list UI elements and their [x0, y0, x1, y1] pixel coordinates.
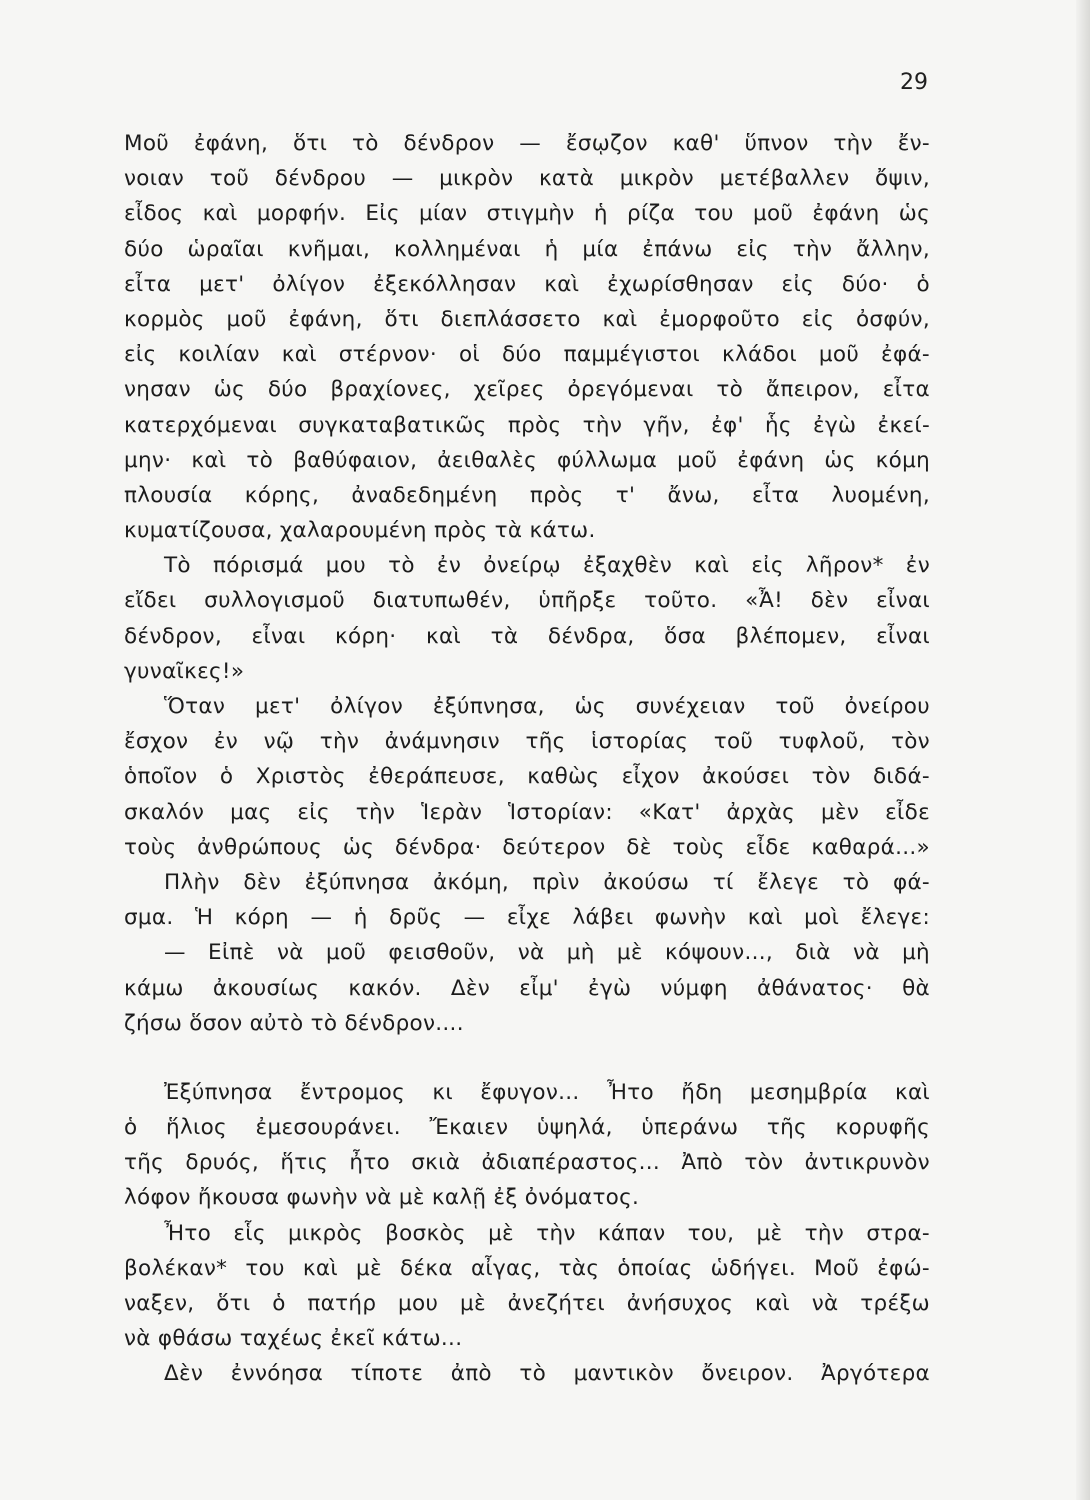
text-line: ὁποῖον ὁ Χριστὸς ἐθεράπευσε, καθὼς εἶχον ἀκούσει τὸν διδά-: [124, 764, 930, 790]
text-line: κατερχόμεναι συγκαταβατικῶς πρὸς τὴν γῆν, ἐφ' ἧς ἐγὼ ἐκεί-: [124, 412, 930, 438]
text-line: ζήσω ὅσον αὐτὸ τὸ δένδρον....: [124, 1010, 464, 1036]
text-line: νὰ φθάσω ταχέως ἐκεῖ κάτω...: [124, 1326, 463, 1352]
text-line: Πλὴν δὲν ἐξύπνησα ἀκόμη, πρὶν ἀκούσω τί ἔλεγε τὸ φά-: [164, 869, 930, 895]
text-line: Ἐξύπνησα ἔντρομος κι ἔφυγον... Ἦτο ἤδη μεσημβρία καὶ: [164, 1079, 930, 1105]
text-line: ναξεν, ὅτι ὁ πατήρ μου μὲ ἀνεζήτει ἀνήσυχος καὶ νὰ τρέξω: [124, 1291, 930, 1316]
text-line: πλουσία κόρης, ἀναδεδημένη πρὸς τ' ἄνω, εἶτα λυομένη,: [124, 482, 930, 508]
text-line: σκαλόν μας εἰς τὴν Ἱερὰν Ἱστορίαν: «Κατ' ἀρχὰς μὲν εἶδε: [124, 799, 930, 825]
text-line: Ὅταν μετ' ὀλίγον ἐξύπνησα, ὡς συνέχειαν τοῦ ὀνείρου: [164, 694, 930, 719]
page-edge-shadow: [1076, 0, 1090, 1500]
text-line: — Εἰπὲ νὰ μοῦ φεισθοῦν, νὰ μὴ μὲ κόψουν..., διὰ νὰ μὴ: [164, 940, 930, 966]
text-line: λόφον ἤκουσα φωνὴν νὰ μὲ καλῇ ἐξ ὀνόματος.: [124, 1185, 640, 1211]
text-line: Ἦτο εἷς μικρὸς βοσκὸς μὲ τὴν κάπαν του, μὲ τὴν στρα-: [164, 1220, 930, 1246]
text-line: ἔσχον ἐν νῷ τὴν ἀνάμνησιν τῆς ἱστορίας τοῦ τυφλοῦ, τὸν: [124, 729, 930, 755]
text-line: γυναῖκες!»: [124, 658, 245, 684]
text-line: δύο ὡραῖαι κνῆμαι, κολλημέναι ἡ μία ἐπάνω εἰς τὴν ἄλλην,: [124, 236, 930, 262]
text-line: κυματίζουσα, χαλαρουμένη πρὸς τὰ κάτω.: [124, 518, 596, 544]
body-text: [124, 126, 930, 1392]
text-line: κάμω ἀκουσίως κακόν. Δὲν εἶμ' ἐγὼ νύμφη ἀθάνατος· θὰ: [124, 975, 930, 1001]
section-break: [124, 1041, 930, 1075]
text-line: μην· καὶ τὸ βαθύφαιον, ἀειθαλὲς φύλλωμα μοῦ ἐφάνη ὡς κόμη: [124, 447, 930, 473]
text-line: βολέκαν* του καὶ μὲ δέκα αἶγας, τὰς ὁποίας ὡδήγει. Μοῦ ἐφώ-: [124, 1255, 930, 1281]
text-line: τοὺς ἀνθρώπους ὡς δένδρα· δεύτερον δὲ τοὺς εἶδε καθαρά...»: [124, 834, 930, 860]
text-line: εἴδει συλλογισμοῦ διατυπωθέν, ὑπῆρξε τοῦτο. «Ἆ! δὲν εἶναι: [124, 588, 930, 614]
text-line: εἶδος καὶ μορφήν. Εἰς μίαν στιγμὴν ἡ ρίζα του μοῦ ἐφάνη ὡς: [124, 201, 930, 227]
page-number: 29: [900, 70, 928, 95]
text-line: εἰς κοιλίαν καὶ στέρνον· οἱ δύο παμμέγιστοι κλάδοι μοῦ ἐφά-: [124, 342, 930, 368]
text-line: Τὸ πόρισμά μου τὸ ἐν ὀνείρῳ ἐξαχθὲν καὶ εἰς λῆρον* ἐν: [164, 553, 930, 579]
text-line: δένδρον, εἶναι κόρη· καὶ τὰ δένδρα, ὅσα βλέπομεν, εἶναι: [124, 623, 930, 649]
text-line: κορμὸς μοῦ ἐφάνη, ὅτι διεπλάσσετο καὶ ἐμορφοῦτο εἰς ὀσφύν,: [124, 306, 930, 332]
text-line: εἶτα μετ' ὀλίγον ἐξεκόλλησαν καὶ ἐχωρίσθησαν εἰς δύο· ὁ: [124, 271, 930, 297]
text-line: τῆς δρυός, ἥτις ἦτο σκιὰ ἀδιαπέραστος... Ἀπὸ τὸν ἀντικρυνὸν: [124, 1150, 930, 1176]
text-line: νησαν ὡς δύο βραχίονες, χεῖρες ὀρεγόμεναι τὸ ἄπειρον, εἶτα: [124, 377, 930, 403]
text-line: σμα. Ἡ κόρη — ἡ δρῦς — εἶχε λάβει φωνὴν καὶ μοὶ ἔλεγε:: [124, 905, 930, 931]
text-line: νοιαν τοῦ δένδρου — μικρὸν κατὰ μικρὸν μετέβαλλεν ὄψιν,: [124, 166, 930, 192]
text-line: Μοῦ ἐφάνη, ὅτι τὸ δένδρον — ἔσῳζον καθ' ὕπνον τὴν ἔν-: [124, 131, 930, 156]
text-line: Δὲν ἐννόησα τίποτε ἀπὸ τὸ μαντικὸν ὄνειρον. Ἀργότερα: [164, 1361, 930, 1387]
text-line: ὁ ἥλιος ἐμεσουράνει. Ἔκαιεν ὑψηλά, ὑπεράνω τῆς κορυφῆς: [124, 1115, 930, 1141]
